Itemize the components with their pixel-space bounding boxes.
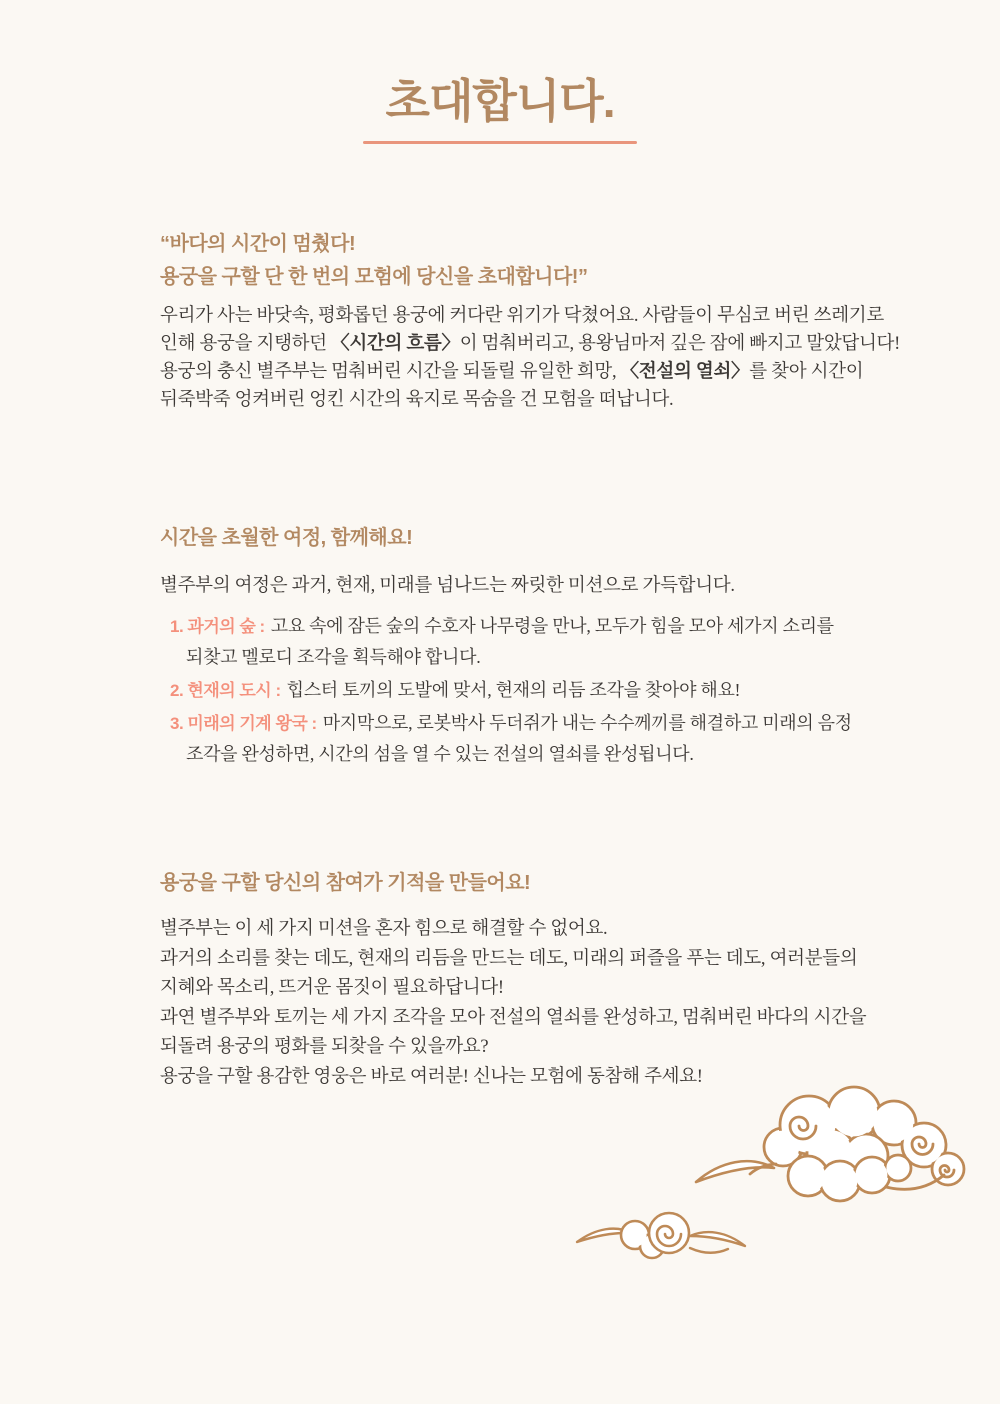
- mission-item-present-city: [170, 675, 920, 706]
- mission-label: 3. 미래의 기계 왕국 :: [170, 714, 317, 733]
- journey-heading: 시간을 초월한 여정, 함께해요!: [160, 527, 413, 549]
- mission-item-past-forest: [170, 611, 920, 673]
- intro-section: [160, 228, 920, 414]
- participation-line: 되돌려 용궁의 평화를 되찾을 수 있을까요?: [160, 1037, 489, 1057]
- large-cloud-illustration: [690, 1084, 982, 1212]
- mission-text: 고요 속에 잠든 숲의 수호자 나무령을 만나, 모두가 힘을 모아 세가지 소리를: [270, 616, 834, 636]
- participation-line: 과거의 소리를 찾는 데도, 현재의 리듬을 만드는 데도, 미래의 퍼즐을 푸는 데도, 여러분들의: [160, 948, 858, 969]
- intro-body-line: 인해 용궁을 지탱하던 〈시간의 흐름〉이 멈춰버리고, 용왕님마저 깊은 잠에 빠지고 말았답니다!: [160, 334, 900, 354]
- intro-body-line: 우리가 사는 바닷속, 평화롭던 용궁에 커다란 위기가 닥쳤어요. 사람들이 무심코 버린 쓰레기로: [160, 306, 884, 326]
- mission-text-wrap: 되찾고 멜로디 조각을 획득해야 합니다.: [186, 647, 481, 667]
- participation-line: 별주부는 이 세 가지 미션을 혼자 힘으로 해결할 수 없어요.: [160, 919, 608, 939]
- intro-body-line: 뒤죽박죽 엉켜버린 엉킨 시간의 육지로 목숨을 건 모험을 떠납니다.: [160, 390, 674, 410]
- title-underline: [363, 141, 637, 144]
- participation-heading: 용궁을 구할 당신의 참여가 기적을 만들어요!: [160, 872, 531, 894]
- journey-intro-line: 별주부의 여정은 과거, 현재, 미래를 넘나드는 짜릿한 미션으로 가득합니다.: [160, 576, 735, 596]
- page-title: 초대합니다.: [385, 75, 615, 127]
- intro-heading-line-1: “바다의 시간이 멈췄다!: [160, 233, 356, 255]
- participation-line: 용궁을 구할 용감한 영웅은 바로 여러분! 신나는 모험에 동참해 주세요!: [160, 1066, 703, 1087]
- mission-item-future-kingdom: [170, 708, 920, 770]
- participation-line: 지혜와 목소리, 뜨거운 몸짓이 필요하답니다!: [160, 978, 504, 998]
- journey-section: [160, 522, 920, 772]
- mission-list: [160, 611, 920, 770]
- mission-text: 마지막으로, 로봇박사 두더쥐가 내는 수수께끼를 해결하고 미래의 음정: [322, 713, 852, 733]
- mission-label: 1. 과거의 숲 :: [170, 617, 265, 636]
- participation-section: [160, 867, 920, 1092]
- intro-body-line: 용궁의 충신 별주부는 멈춰버린 시간을 되돌릴 유일한 희망, 〈전설의 열쇠〉를 찾아 시간이: [160, 362, 864, 382]
- mission-text: 힙스터 토끼의 도발에 맞서, 현재의 리듬 조각을 찾아야 해요!: [286, 680, 741, 700]
- participation-line: 과연 별주부와 토끼는 세 가지 조각을 모아 전설의 열쇠를 완성하고, 멈춰버린 바다의 시간을: [160, 1007, 867, 1028]
- intro-heading-line-2: 용궁을 구할 단 한 번의 모험에 당신을 초대합니다!”: [160, 266, 588, 288]
- mission-label: 2. 현재의 도시 :: [170, 681, 281, 700]
- small-cloud-illustration: [574, 1206, 748, 1262]
- mission-text-wrap: 조각을 완성하면, 시간의 섬을 열 수 있는 전설의 열쇠를 완성됩니다.: [186, 744, 694, 764]
